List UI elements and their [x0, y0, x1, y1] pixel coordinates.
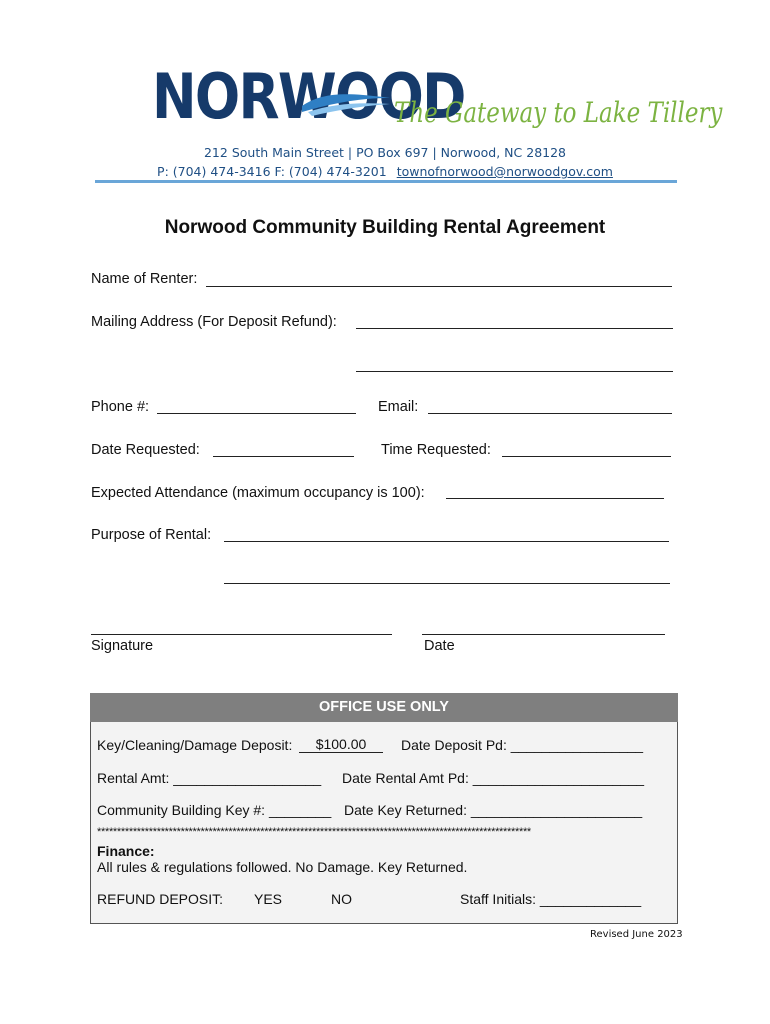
revised-note: Revised June 2023	[590, 929, 683, 940]
time-requested-label: Time Requested:	[381, 442, 491, 458]
date-requested-label: Date Requested:	[91, 442, 200, 458]
time-requested-field[interactable]	[502, 456, 671, 457]
date-signed-line[interactable]	[422, 634, 665, 635]
purpose-label: Purpose of Rental:	[91, 527, 212, 543]
letterhead-rule	[95, 180, 677, 183]
refund-deposit-label: REFUND DEPOSIT:	[97, 891, 224, 907]
finance-heading: Finance:	[97, 843, 155, 859]
separator-stars: *************************************************************************************************************	[97, 826, 531, 838]
date-deposit-label: Date Deposit Pd: _________________	[401, 737, 644, 753]
contact-line	[0, 164, 770, 179]
rental-amt-label: Rental Amt: ___________________	[97, 770, 322, 786]
purpose-field[interactable]	[224, 541, 669, 542]
mailing-address-field[interactable]	[356, 328, 673, 329]
email-link[interactable]: townofnorwood@norwoodgov.com	[396, 164, 613, 179]
logo-wordmark: NORWOOD	[152, 60, 465, 133]
refund-no-option[interactable]: NO	[331, 891, 352, 907]
attendance-field[interactable]	[446, 498, 664, 499]
date-signed-label: Date	[424, 638, 455, 654]
key-number-label: Community Building Key #: ________	[97, 802, 332, 818]
deposit-value: $100.00	[299, 736, 383, 753]
phone-fax: P: (704) 474-3416 F: (704) 474-3201	[157, 164, 387, 179]
date-requested-field[interactable]	[213, 456, 354, 457]
deposit-label: Key/Cleaning/Damage Deposit:	[97, 737, 293, 753]
office-use-header: OFFICE USE ONLY	[90, 693, 678, 722]
phone-label: Phone #:	[91, 399, 150, 415]
staff-initials-label: Staff Initials: _____________	[460, 891, 642, 907]
signature-label: Signature	[91, 638, 154, 654]
mailing-address-label: Mailing Address (For Deposit Refund):	[91, 314, 337, 330]
page-title: Norwood Community Building Rental Agreement	[164, 217, 606, 238]
wave-swoosh-icon	[302, 88, 392, 116]
email-label: Email:	[378, 399, 419, 415]
signature-line[interactable]	[91, 634, 392, 635]
date-key-label: Date Key Returned: ______________________	[344, 802, 643, 818]
date-rental-label: Date Rental Amt Pd: ______________________	[342, 770, 645, 786]
purpose-field-2[interactable]	[224, 583, 670, 584]
phone-field[interactable]	[157, 413, 356, 414]
mailing-address-field-2[interactable]	[356, 371, 673, 372]
norwood-logo	[152, 60, 723, 136]
finance-text: All rules & regulations followed. No Damage. Key Returned.	[97, 859, 468, 875]
address-line: 212 South Main Street | PO Box 697 | Norwood, NC 28128	[203, 145, 567, 160]
tagline: The Gateway to Lake Tillery	[394, 96, 723, 129]
attendance-label: Expected Attendance (maximum occupancy is 100):	[91, 485, 425, 501]
renter-name-field[interactable]	[206, 286, 672, 287]
email-field[interactable]	[428, 413, 672, 414]
refund-yes-option[interactable]: YES	[254, 891, 283, 907]
renter-name-label: Name of Renter:	[91, 271, 198, 287]
